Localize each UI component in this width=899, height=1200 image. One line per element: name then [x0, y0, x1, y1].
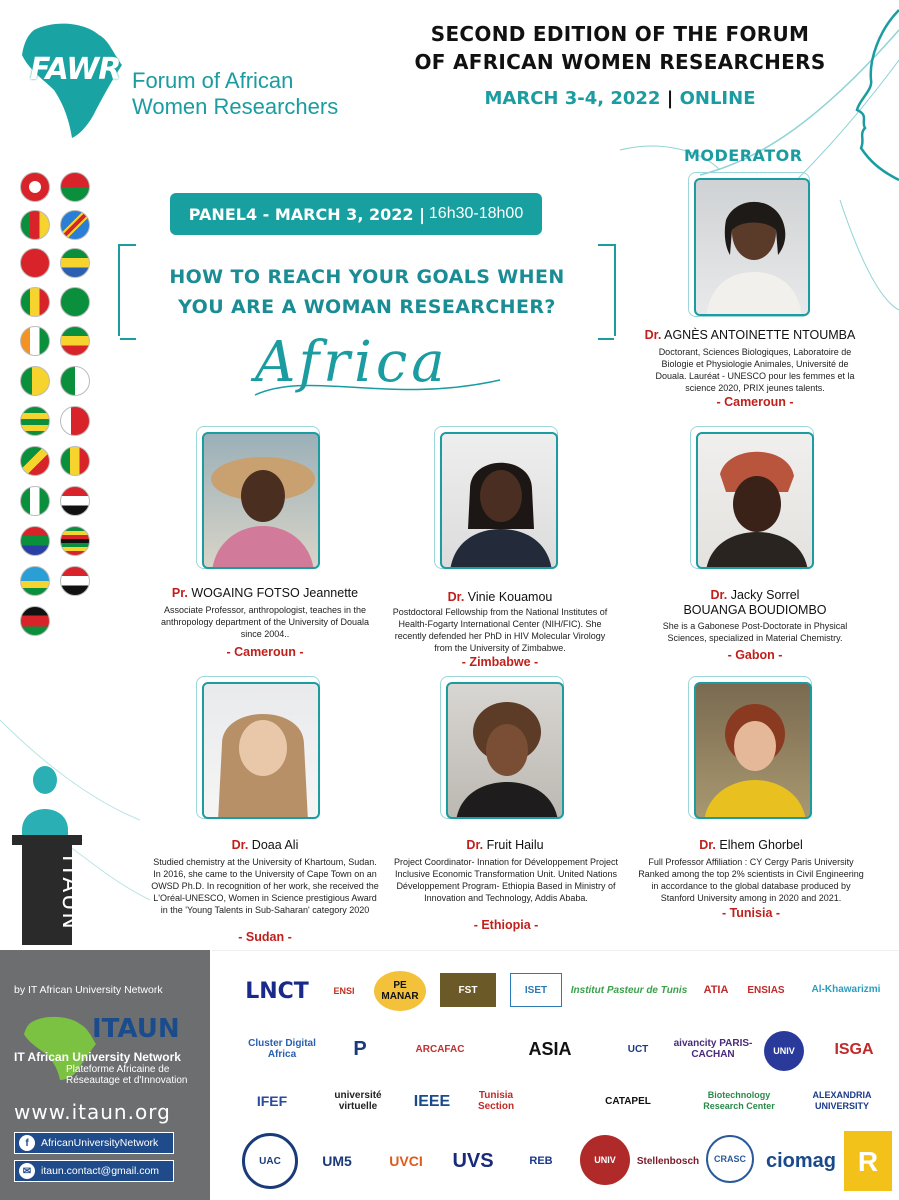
panel-time: 16h30-18h00 [428, 205, 524, 222]
partner-logo: ISGA [834, 1040, 874, 1058]
fawr-logo-line1: Forum of African [132, 68, 294, 93]
moderator-country: - Cameroun - [716, 395, 794, 409]
speaker-name [150, 586, 380, 601]
south-africa-flag-icon [20, 526, 50, 556]
speaker-name-text: Doaa Ali [251, 838, 299, 852]
togo-flag-icon [20, 406, 50, 436]
speaker-bio: Associate Professor, anthropologist, teaches in the anthropology department of the University of Douala since 2004.. [160, 605, 370, 639]
speaker-bio: Studied chemistry at the University of Khartoum, Sudan. In 2016, she came to the University of Cape Town on an OWSD Ph.D. In recognition of her work, she received the L'Oréal-UNESCO, Women in Science prestigious Award in the 'Young Talents in Sub-Saharan' category 2020 [151, 857, 379, 915]
partner-logo: ENSIAS [747, 984, 785, 996]
speaker-title: Dr. [699, 838, 716, 852]
speaker-photo [694, 682, 812, 819]
moderator-photo [694, 178, 810, 316]
kenya-flag-icon [20, 606, 50, 636]
speaker-bio: Project Coordinator- Innation for Développement Project Inclusive Economic Transformation Unit. United Nations Développement Program- Ethiopia Based in Ministry of Innovation and Technology, Addis Ababa. [393, 857, 619, 903]
morocco-flag-icon [20, 248, 50, 278]
portrait-icon [442, 434, 558, 569]
partner-logo: P [353, 1037, 367, 1060]
speaker-country: - Sudan - [238, 930, 292, 944]
facebook-handle: AfricanUniversityNetwork [41, 1137, 159, 1149]
partner-logo: REB [529, 1154, 553, 1167]
partner-logo: UCT [627, 1043, 649, 1055]
partner-logo: PE MANAR [374, 971, 426, 1011]
portrait-icon [448, 684, 564, 819]
speaker-photo [696, 432, 814, 569]
tunisia-flag-icon [20, 172, 50, 202]
partner-logo: ALEXANDRIA UNIVERSITY [812, 1090, 872, 1111]
speaker-country: - Gabon - [727, 648, 783, 662]
fawr-logo-mark: FAWR [30, 52, 121, 87]
speaker-country: - Tunisia - [721, 906, 781, 920]
footer-by-text: by IT African University Network [14, 984, 163, 996]
panel-question-line1: HOW TO REACH YOUR GOALS WHEN [169, 266, 565, 288]
fawr-logo [14, 10, 344, 140]
partner-logo: ARCAFAC [415, 1043, 465, 1055]
partner-logo: UVS [452, 1149, 494, 1172]
moderator-name-text: AGNÈS ANTOINETTE NTOUMBA [664, 328, 856, 342]
mali-flag-icon [20, 287, 50, 317]
partner-logo: ENSI [333, 985, 355, 996]
itaun-full-name: IT African University Network [14, 1050, 181, 1064]
event-title-line1: SECOND EDITION OF THE FORUM [430, 22, 810, 46]
algeria-flag-icon [60, 366, 90, 396]
portrait-icon [698, 434, 814, 569]
partner-logo: Institut Pasteur de Tunis [570, 984, 688, 996]
event-date-text: MARCH 3-4, 2022 [484, 88, 661, 109]
moderator-bio: Doctorant, Sciences Biologiques, Laboratoire de Biologie et Physiologie Animales, Université de Douala. Lauréat - UNESCO pour les femmes et la science 2020, PRIX jeunes talents. [655, 347, 855, 393]
sudan-flag-icon [60, 566, 90, 596]
panel-bar [170, 193, 542, 235]
moderator-name [630, 328, 870, 343]
facebook-icon: f [19, 1135, 35, 1151]
event-title [385, 20, 855, 76]
partner-logo: CATAPEL [605, 1095, 651, 1107]
fawr-logo-line2: Women Researchers [132, 94, 339, 119]
speaker-country: - Cameroun - [226, 645, 304, 659]
speaker-name-text: Vinie Kouamou [467, 590, 553, 604]
partner-logo: Cluster Digital Africa [248, 1038, 316, 1060]
partner-logo: IEEE [413, 1092, 451, 1110]
portrait-icon [204, 684, 320, 819]
partner-logo: ATIA [703, 983, 729, 996]
panel-label: PANEL4 - MARCH 3, 2022 | [188, 204, 425, 224]
ethiopia-flag-icon [60, 326, 90, 356]
speaker-bio: She is a Gabonese Post-Doctorate in Physical Sciences, specialized in Material Chemistry. [662, 621, 848, 643]
partner-logo: UNIV [580, 1135, 630, 1185]
portrait-icon [696, 684, 812, 819]
partner-logo: Biotechnology Research Center [703, 1090, 775, 1111]
speaker-country: - Ethiopia - [473, 918, 539, 932]
email-link[interactable] [14, 1160, 174, 1182]
event-date-separator: | [666, 88, 674, 109]
portrait-icon [204, 434, 320, 569]
speaker-name-text: Elhem Ghorbel [719, 838, 803, 852]
itaun-subtitle-line1: Plateforme Africaine de [66, 1064, 170, 1075]
partner-logo: UNIV [764, 1031, 804, 1071]
partner-logo: FST [440, 973, 496, 1007]
speaker-bio: Full Professor Affiliation : CY Cergy Paris University Ranked among the top 2% scientists in Civil Engineering in accordance to the global database produced by Stanford University among in 2020 and 2021. [638, 857, 864, 903]
speaker-country: - Zimbabwe - [461, 655, 539, 669]
speaker-name [150, 838, 380, 853]
egypt-flag-icon [60, 486, 90, 516]
itaun-vertical-text: ITAUN [57, 855, 82, 931]
speaker-name-line2: BOUANGA BOUDIOMBO [683, 603, 827, 617]
nigeria-flag-icon [20, 486, 50, 516]
speaker-name-text: Jacky Sorrel [730, 588, 800, 602]
madagascar-flag-icon [60, 406, 90, 436]
itaun-subtitle [66, 1064, 187, 1086]
speaker-name [636, 838, 866, 853]
congo-flag-icon [20, 446, 50, 476]
partner-logo: R [844, 1131, 892, 1191]
moderator-label: MODERATOR [684, 146, 803, 165]
gabon-flag-icon [60, 248, 90, 278]
partner-logo: Tunisia Section [477, 1090, 515, 1112]
partner-logo: LNCT [245, 978, 309, 1004]
partner-logo: ciomag [765, 1149, 837, 1172]
speaker-name [640, 588, 870, 618]
itaun-logo-word: ITAUN [92, 1014, 180, 1044]
moderator-title: Dr. [644, 328, 662, 342]
website-link[interactable]: www.itaun.org [14, 1100, 171, 1124]
partner-logo: CRASC [706, 1135, 754, 1183]
partner-logo: aivancity PARIS-CACHAN [673, 1038, 753, 1060]
partner-logo: ISET [510, 973, 562, 1007]
speaker-name [390, 838, 620, 853]
speaker-name-text: WOGAING FOTSO Jeannette [191, 586, 359, 600]
drc-flag-icon [60, 210, 90, 240]
partner-logo: UAC [242, 1133, 298, 1189]
speaker-title: Pr. [171, 586, 188, 600]
speaker-photo [202, 432, 320, 569]
event-mode: ONLINE [679, 88, 756, 109]
rwanda-flag-icon [20, 566, 50, 596]
zimbabwe-flag-icon [60, 526, 90, 556]
email-icon: ✉ [19, 1163, 35, 1179]
partner-logo: IFEF [256, 1092, 288, 1109]
cameroon-flag-icon [20, 210, 50, 240]
facebook-link[interactable] [14, 1132, 174, 1154]
speaker-title: Dr. [231, 838, 249, 852]
partner-logo: université virtuelle [334, 1090, 382, 1112]
panel-question [125, 262, 609, 322]
panel-question-line2: YOU ARE A WOMAN RESEARCHER? [178, 296, 556, 318]
africa-script-swash [250, 350, 510, 410]
speaker-name [385, 590, 615, 605]
partner-logo: UM5 [322, 1152, 352, 1169]
africa-script-word: Africa [255, 330, 449, 395]
mauritania-flag-icon [60, 287, 90, 317]
email-address: itaun.contact@gmail.com [41, 1165, 160, 1177]
event-date [385, 88, 855, 109]
partners-logos [212, 950, 899, 1200]
speaker-photo [202, 682, 320, 819]
cote-divoire-flag-icon [20, 326, 50, 356]
benin-flag-icon [20, 366, 50, 396]
speaker-photo [446, 682, 564, 819]
speaker-title: Dr. [447, 590, 465, 604]
portrait-icon [696, 180, 810, 316]
itaun-subtitle-line2: Réseautage et d'Innovation [66, 1075, 188, 1086]
speaker-title: Dr. [710, 588, 728, 602]
speaker-bio: Postdoctoral Fellowship from the National Institutes of Health-Fogarty International Center (NIH/FIC). She recently defended her PhD in HIV Molecular Virology from the University of Zimbabwe. [392, 607, 608, 653]
partner-logo: UVCI [389, 1152, 423, 1169]
event-title-line2: OF AFRICAN WOMEN RESEARCHERS [414, 50, 826, 74]
speaker-name-text: Fruit Hailu [486, 838, 544, 852]
burkina-faso-flag-icon [60, 172, 90, 202]
speaker-photo [440, 432, 558, 569]
senegal-flag-icon [60, 446, 90, 476]
partner-logo: ASIA [528, 1038, 572, 1059]
partner-logo: Stellenbosch [636, 1155, 700, 1167]
speaker-title: Dr. [466, 838, 484, 852]
partner-logo: Al-Khawarizmi [811, 983, 881, 995]
